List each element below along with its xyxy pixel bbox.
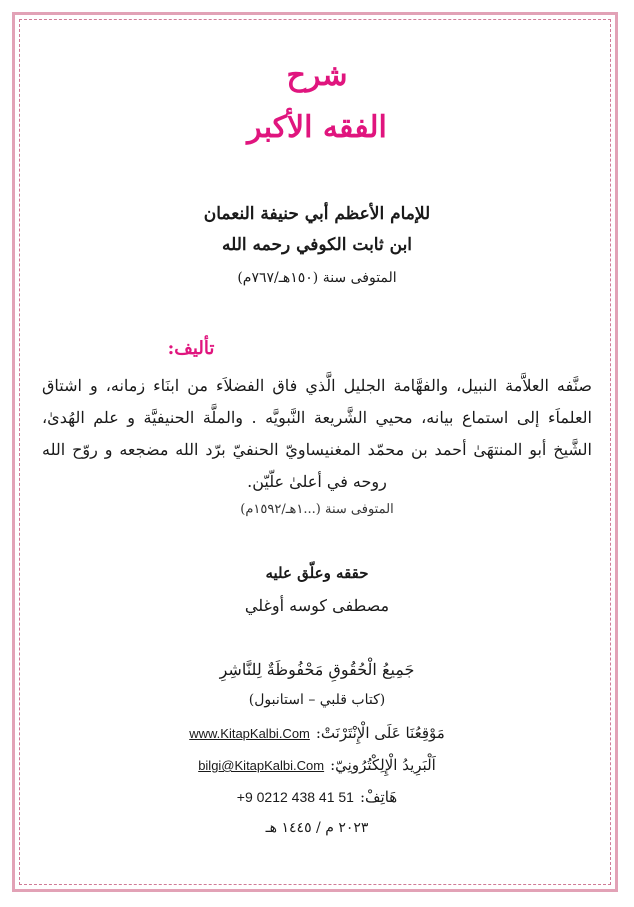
phone-number: +9 0212 438 41 51 bbox=[236, 789, 354, 805]
editor-name: مصطفى كوسه أوغلي bbox=[244, 596, 390, 615]
website-link[interactable]: www.KitapKalbi.Com bbox=[189, 726, 310, 741]
editor-label: حققه وعلّق عليه bbox=[265, 564, 369, 582]
imam-name-line2: ابن ثابت الكوفي رحمه الله bbox=[221, 235, 413, 255]
phone-label: هَاتِفْ: bbox=[359, 788, 398, 806]
email-link[interactable]: bilgi@KitapKalbi.Com bbox=[198, 758, 325, 773]
author-description: صنَّفه العلاَّمة النبيل، والفهَّامة الجليل الَّذي فاق الفضلاَء من ابنَاء زمانه، و اشتاق العلماَء إلى استماع بيانه، محيي الشَّريعة النَّبويَّه . والملَّة الحنيفيَّة و علم الهُدىٰ، الشَّيخ أبو المنتهَىٰ أحمد بن محمّد المغنيساويّ الحنفيّ برّد الله مضجعه و روّح الله روحه في أعلىٰ علّيّن. bbox=[42, 376, 592, 491]
author-label: تأليف: bbox=[167, 338, 215, 359]
publisher-name: (كتاب قلبي – استانبول) bbox=[248, 692, 386, 708]
author-death-date: المتوفى سنة (...١هـ/١٥٩٢م) bbox=[240, 502, 394, 517]
book-title-line2: الفقه الأكبر bbox=[247, 110, 387, 145]
website-label: مَوْقِعُنَا عَلَى الْإِنْتَرْنَتْ: bbox=[315, 724, 445, 742]
title-page bbox=[30, 40, 604, 870]
website-row bbox=[30, 724, 604, 742]
rights-reserved: جَمِيعُ الْحُقُوقِ مَحْفُوظَةٌ لِلنَّاشِرِ bbox=[219, 660, 415, 679]
email-label: اَلْبَرِيدُ الْإِلِكْتُرُونِيّ: bbox=[330, 756, 436, 774]
imam-death-date: المتوفى سنة (١٥٠هـ/٧٦٧م) bbox=[237, 270, 397, 286]
phone-row bbox=[30, 788, 604, 806]
book-title-line1: شرح bbox=[286, 58, 348, 93]
publication-date: ٢٠٢٣ م / ١٤٤٥ هـ bbox=[265, 820, 369, 836]
email-row bbox=[30, 756, 604, 774]
imam-name-line1: للإمام الأعظم أبي حنيفة النعمان bbox=[203, 204, 431, 224]
